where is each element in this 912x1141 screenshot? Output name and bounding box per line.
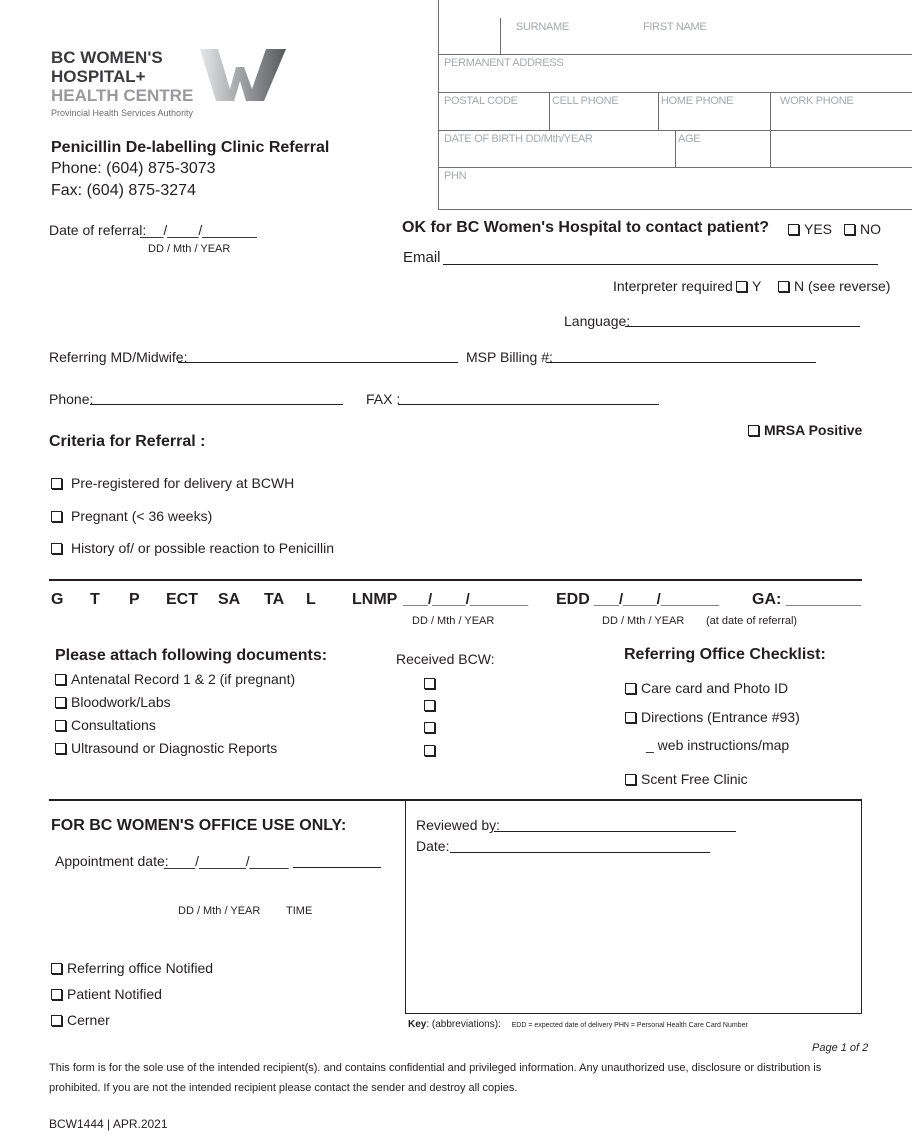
checklist-item[interactable]: [625, 709, 800, 725]
office-use-item-label: Patient Notified: [67, 986, 162, 1002]
document-checkbox[interactable]: [55, 697, 66, 708]
clinic-phone: Phone: (604) 875-3073: [51, 160, 216, 177]
contact-yes-label: YES: [804, 221, 833, 237]
office-use-checkbox[interactable]: [51, 1015, 62, 1026]
contact-no-checkbox[interactable]: [844, 224, 855, 235]
office-use-item-label: Cerner: [67, 1012, 110, 1028]
lnmp-field[interactable]: ___/____/_______: [403, 591, 529, 608]
document-item[interactable]: [55, 717, 156, 733]
appointment-format: DD / Mth / YEAR: [178, 905, 261, 917]
document-checkbox[interactable]: [55, 743, 66, 754]
checklist-heading: Referring Office Checklist:: [624, 646, 826, 663]
confidentiality-line-1: This form is for the sole use of the intended recipient(s). and contains confidential and privileged information. Any unauthorized use, disclosure or distribution is: [49, 1062, 822, 1074]
web-instructions: _ web instructions/map: [646, 737, 790, 753]
document-item-label: Ultrasound or Diagnostic Reports: [71, 740, 278, 756]
appointment-time-label: TIME: [286, 905, 313, 917]
logo-line1: BC WOMEN'S: [51, 48, 163, 67]
cell-phone-label: CELL PHONE: [552, 95, 619, 107]
interpreter-label: Interpreter required: [613, 278, 733, 294]
checklist-checkbox[interactable]: [625, 712, 636, 723]
document-checkbox[interactable]: [55, 720, 66, 731]
criteria-checkbox[interactable]: [51, 543, 62, 554]
ga-label: GA:: [752, 591, 782, 608]
key-text: EDD = expected date of delivery PHN = Personal Health Care Card Number: [511, 1022, 748, 1029]
appointment-label: Appointment date:: [55, 853, 169, 869]
ga-field[interactable]: _________: [786, 591, 862, 608]
obstetric-p: P: [129, 591, 140, 608]
contact-no-label: NO: [860, 221, 881, 237]
key-abbrev: : (abbreviations):: [426, 1019, 501, 1030]
review-date-field[interactable]: [450, 852, 710, 853]
office-use-item[interactable]: [51, 986, 162, 1002]
lnmp-label: LNMP: [352, 591, 398, 608]
criteria-item[interactable]: [51, 475, 294, 491]
logo-authority: Provincial Health Services Authority: [51, 108, 194, 118]
msp-billing-label: MSP Billing #:: [466, 349, 553, 365]
address-label: PERMANENT ADDRESS: [444, 57, 564, 69]
clinic-fax: Fax: (604) 875-3274: [51, 182, 196, 199]
office-use-item-label: Referring office Notified: [67, 960, 214, 976]
interpreter-yes-option[interactable]: [736, 278, 761, 294]
logo-monogram-icon: [200, 47, 288, 103]
document-item[interactable]: [55, 740, 277, 756]
criteria-item-label: Pregnant (< 36 weeks): [71, 508, 213, 524]
work-phone-label: WORK PHONE: [780, 95, 854, 107]
confidentiality-line-2: prohibited. If you are not the intended recipient please contact the sender and destroy all copies.: [49, 1082, 518, 1094]
dob-label: DATE OF BIRTH DD/Mth/YEAR: [444, 133, 593, 145]
appointment-time-field[interactable]: [293, 867, 381, 868]
home-phone-label: HOME PHONE: [661, 95, 734, 107]
office-use-checkbox[interactable]: [51, 963, 62, 974]
checklist-checkbox[interactable]: [625, 683, 636, 694]
form-code: BCW1444 | APR.2021: [49, 1117, 168, 1131]
section-divider: [49, 579, 862, 581]
email-field[interactable]: [443, 264, 878, 265]
checklist-item-label: Care card and Photo ID: [641, 680, 789, 696]
language-field[interactable]: [625, 326, 860, 327]
contact-yes-option[interactable]: [788, 221, 832, 237]
ga-note: (at date of referral): [706, 615, 798, 627]
office-use-checkbox[interactable]: [51, 989, 62, 1000]
age-label: AGE: [678, 133, 701, 145]
referring-md-field[interactable]: [178, 362, 458, 363]
key-legend: [408, 1019, 748, 1030]
msp-billing-field[interactable]: [546, 362, 816, 363]
checklist-item[interactable]: [625, 680, 788, 696]
office-use-item[interactable]: [51, 1012, 110, 1028]
interpreter-no-option[interactable]: [778, 278, 890, 294]
document-item-label: Antenatal Record 1 & 2 (if pregnant): [71, 671, 296, 687]
received-checkbox[interactable]: [424, 678, 435, 689]
scent-free-item[interactable]: [625, 771, 748, 787]
scent-free-checkbox[interactable]: [625, 774, 636, 785]
document-item-label: Consultations: [71, 717, 156, 733]
documents-heading: Please attach following documents:: [55, 647, 328, 664]
date-of-referral-field[interactable]: ___/____/_______: [140, 222, 257, 238]
criteria-item-label: History of/ or possible reaction to Penicillin: [71, 540, 335, 556]
document-item[interactable]: [55, 671, 295, 687]
appointment-date-field[interactable]: ____/______/_____: [164, 853, 289, 869]
checklist-item-label: Directions (Entrance #93): [641, 709, 800, 725]
received-checkbox[interactable]: [424, 700, 435, 711]
criteria-checkbox[interactable]: [51, 478, 62, 489]
received-bcw-label: Received BCW:: [396, 651, 495, 667]
lnmp-format: DD / Mth / YEAR: [412, 615, 495, 627]
criteria-item[interactable]: [51, 540, 334, 556]
edd-label: EDD: [556, 591, 590, 608]
logo-line3: HEALTH CENTRE: [51, 86, 194, 105]
received-checkbox[interactable]: [424, 745, 435, 756]
document-item-label: Bloodwork/Labs: [71, 694, 171, 710]
edd-format: DD / Mth / YEAR: [602, 615, 685, 627]
fax-field[interactable]: [398, 404, 659, 405]
contact-patient-question: OK for BC Women's Hospital to contact patient?: [402, 219, 770, 236]
date-of-referral-format: DD / Mth / YEAR: [148, 243, 231, 255]
obstetric-g: G: [51, 591, 64, 608]
phn-label: PHN: [444, 170, 467, 182]
criteria-item[interactable]: [51, 508, 212, 524]
page-number: Page 1 of 2: [812, 1042, 869, 1054]
office-use-heading: FOR BC WOMEN'S OFFICE USE ONLY:: [51, 817, 347, 834]
obstetric-ta: TA: [264, 591, 285, 608]
criteria-heading: Criteria for Referral :: [49, 433, 206, 450]
criteria-checkbox[interactable]: [51, 511, 62, 522]
key-label: Key: [408, 1019, 427, 1030]
mrsa-option[interactable]: [748, 422, 862, 438]
obstetric-ect: ECT: [166, 591, 198, 608]
mrsa-checkbox[interactable]: [748, 425, 759, 436]
criteria-item-label: Pre-registered for delivery at BCWH: [71, 475, 295, 491]
language-label: Language:: [564, 313, 631, 329]
contact-yes-checkbox[interactable]: [788, 224, 799, 235]
referring-md-label: Referring MD/Midwife:: [49, 349, 188, 365]
document-checkbox[interactable]: [55, 674, 66, 685]
date-of-referral-label: Date of referral:: [49, 222, 147, 238]
phone-field[interactable]: [90, 404, 343, 405]
interpreter-no-checkbox[interactable]: [778, 281, 789, 292]
edd-field[interactable]: ___/____/_______: [594, 591, 720, 608]
interpreter-yes-label: Y: [752, 278, 762, 294]
email-label: Email: [403, 249, 441, 266]
obstetric-sa: SA: [218, 591, 241, 608]
obstetric-t: T: [90, 591, 100, 608]
office-use-item[interactable]: [51, 960, 213, 976]
clinic-title: Penicillin De-labelling Clinic Referral: [51, 139, 330, 156]
mrsa-label: MRSA Positive: [764, 422, 863, 438]
surname-label: SURNAME: [516, 21, 569, 33]
phone-label: Phone:: [49, 391, 94, 407]
postal-code-label: POSTAL CODE: [444, 95, 518, 107]
contact-no-option[interactable]: [844, 221, 881, 237]
review-date-label: Date:: [416, 838, 450, 854]
scent-free-label: Scent Free Clinic: [641, 771, 748, 787]
fax-label: FAX :: [366, 391, 401, 407]
interpreter-yes-checkbox[interactable]: [736, 281, 747, 292]
reviewed-by-label: Reviewed by:: [416, 817, 501, 833]
logo-line2: HOSPITAL+: [51, 67, 146, 86]
document-item[interactable]: [55, 694, 171, 710]
received-checkbox[interactable]: [424, 722, 435, 733]
obstetric-l: L: [306, 591, 316, 608]
reviewed-by-field[interactable]: [494, 831, 736, 832]
first-name-label: FIRST NAME: [643, 21, 707, 33]
interpreter-no-label: N (see reverse): [794, 278, 891, 294]
